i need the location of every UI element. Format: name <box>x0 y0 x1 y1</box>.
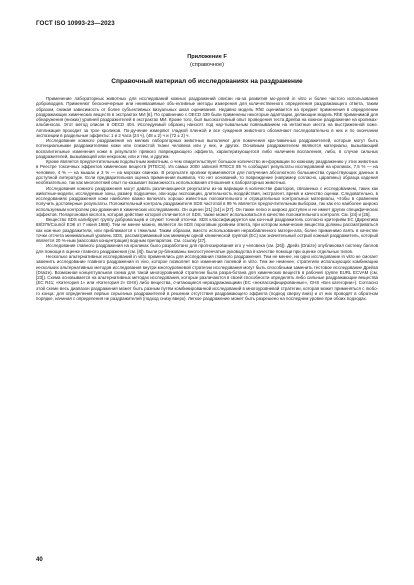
paragraph: Исследования кожного раздражения могут давать различающиеся результаты из-за вариации в количестве факторов, связанных с исследованием, таких как животные-модели, исследуемые зоны, размер подушечки, эпи-зоды экспозиции, длительность воздействия, экстрагент, время и качество оценки. Следовательно, в исследованиях раздражения кожи наиболее важно включать хорошо известных положительного и отрицательных контрольных материалы, чтобы в сравнении получить достоверные результаты. Положительный контроль раздражителя SDS частотой в 99 % является предпочтительным выбором, так как его наиболее широко используемым контролем раз-дражения в химических исследованиях. Он оценен [21] [14] и [27]. Он также легко и широко доступен и не имеет других специфических эффектов. Пеларгоновая кислота, которая действие которой отличается от SDS, также может использоваться в качестве положительного контроля. См. [24] и [25]. <box>36 185 378 217</box>
body-text <box>36 96 378 301</box>
appendix-type <box>36 62 378 69</box>
paragraph: Применение лабораторных животных для исследований кожных раздражений описан на-за развития мо-делей in vitro и более частого использования доброводцев. Применяют бесконечерные или неинвазивные объ-ективные методы измерения для количественного определения раздражающего ответа, таким образом, снижая зависимость от более субъективных визуальных шкал оценивания. Недавно модель RhE оценивается на предмет применения в определении раздражающих химических веществ в экстрактах МИ [6]. По сравнению с OECD 439 были применены некоторые адаптации, делающие модель RhE применимой для обнаружения (низких) уровней раздражителей в экстрактах МИ. Кроме того, был высокоэтапный опыт проведения теста Дрейза на кожное раздражение на кроликах-альбиносах. Этот метод описан в OECD 404. Исследуемый образец наносят под нар-тывальным повязыванием на интактные места на выстриженной коже. Аппликация проходит за трое кроликов. По-дучение измеряют гладкой пленкой и все суждения животного обозначают последовательно в них и по окончании экспозиции в раздельные эффекты: 1 и 2 часа (24 ч), (48 ± 2) ч и (72 ± 2) ч. <box>36 96 378 138</box>
document-header: ГОСТ ISO 10993-23—2023 <box>36 20 115 27</box>
paragraph: Исследование кожного раздражения на мелких лабораторных животных выполняют для помечения кра-тимичных раздражителей, которые могут быть потенциальными раздражителями кожи или слизистой ткани человека или у них, и других. Основным раздражителем являются материалы, вызывающий воспалительные изменения кожи в результате прямого повреждающего эффекта, характеризующегося либо наличием воспаления, либо, в случае сильных раздражителей, вызывающей или некрозом, или и тем, и другим. <box>36 138 378 159</box>
paragraph: Вещество SDS калибрует группу добровольцев и служит точной отсечки. SDS классифицируется как кон-ный раздражитель согласно критериям ЕС (Директива 88/379/Council ЕЭК от 7 июня 1988). Тем не менее можно, является ли SDS пороговым уровнем ответа, при котором химические вещества должны рассматриваться как кож-ные раздражители, или приближается к тяжелым. Таким образом, вместо использования неразбавленного матери-ала, более применимо взять в качестве точки отсчета минимальный уровень SDS, рассматриваемый как минимум одной клинической группой (ЕС) как значительный острый кожный раздражитель, который является 20 %-ным (массовая концентрация) водным препаратом. См. ссылку [27]. <box>36 217 378 244</box>
paragraph: Исследования главного раздражения на кроликах было разработано для прогнозирования его у человека (см. [26]). Дрейз (Draize) опубликовал систему баллов для помощи в оценке главного раздражения (см. [8]). Были ру-бликованы многоступенчатые руководства в качестве помощи при оценке отдельных типов. <box>36 243 378 254</box>
paragraph: Кроме является предпочтительным подопытным животным, о чем свидетельствует большое количество ин-формации по кожному раздражению у этих животных в Реестре токсичных эффектов химических веществ (RTECS). Из самых 2000 записей RTECS 85 % сообщают результаты исследований на кроликах, 7,5 % — на человеке, 4 % — на мышах и 3 % — на морских свинках. В результате кролики применяются для получения абсолютного большинства существующих данных в доступной литературе. Если предварительная оценка применения выявила, что нет оснований, то повреждение (например согласно, царапины) образца кадения необязательно, так как многолетний опыт по-казывает возможность использования отношения к лабораторных животных. <box>36 159 378 186</box>
paragraph: Несколько альтернативных исследований in vitro применялись для исследования главного раздражения. Тем не менее, ни одно исследование in vitro не смогает заменить исследование главного раздражения in vivo, которое позволяет все изменения полевой in vitro. Тем же неменее, стратегиях использующих комбинацию нескольких альтернативных методов исследования внутри многоуровневой стратегии исследования могут быть способными заменить тестовое исследование Дрейза (Draize). Возможная концептуальная схема для такой многоуровневой стратегии была разра-ботана для химических веществ в рабочей группе EURL ECVAM (см. [23]). Схема основывается на альтернативных методах исследования, которые различаются в своей способности определять либо сильные раздражающие вещества (ЕС R41; «Категория 1» или «Категория 2» GHS) либо вещества, считающиеся нераздражающими (ЕС «неклассифицированные», GHS «Без категории»). Согласно этой схеме весь диапазон раздражения может быть разным путём комбинированной исследований в многоуровневой стратегии, которая может применяться с любо-го конца: для определения первых серьезных раздражителей в решении отсутствия раздражающего эффекта (подход сверху вниз) и от них проводят в обратном порядке, начиная с определения не раздражителей (подход снизу вверх). Легкое раздражение может быть разрешено на последнем уровне при обоих подходах. <box>36 253 378 302</box>
section-title: Справочный материал об исследованиях на раздражение <box>111 78 303 85</box>
appendix-type-text: (справочное) <box>190 62 224 68</box>
appendix-label: Приложение F <box>187 54 227 60</box>
page-number: 40 <box>36 557 43 563</box>
